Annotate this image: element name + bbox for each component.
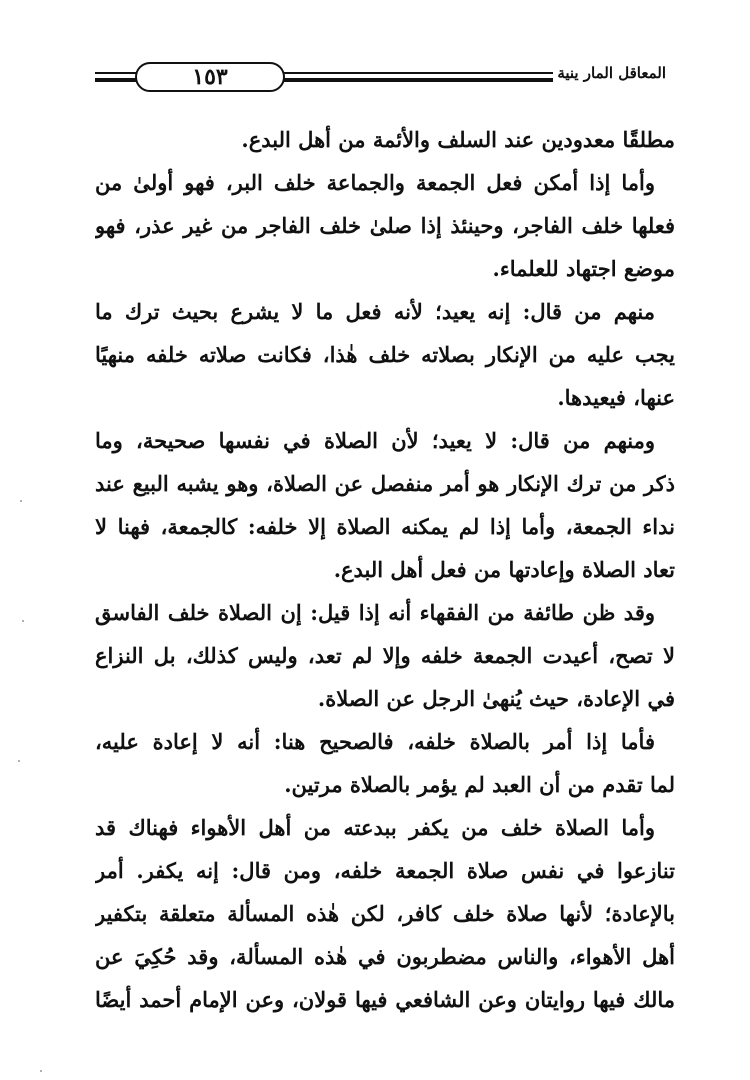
text-line: ذكر من ترك الإنكار هو أمر منفصل عن الصلاة، وهو يشبه البيع عند — [95, 471, 675, 496]
text-line: نداء الجمعة، وأما إذا لم يمكنه الصلاة إلا خلفه: كالجمعة، فهنا لا — [95, 514, 675, 539]
text-line: وأما الصلاة خلف من يكفر ببدعته من أهل الأهواء فهناك قد — [95, 815, 655, 840]
text-line: تنازعوا في نفس صلاة الجمعة خلفه، ومن قال: إنه يكفر. أمر — [95, 858, 675, 883]
text-line: في الإعادة، حيث يُنهىٰ الرجل عن الصلاة. — [317, 686, 675, 711]
text-line: ومنهم من قال: لا يعيد؛ لأن الصلاة في نفسها صحيحة، وما — [95, 428, 655, 453]
text-line: مالك فيها روايتان وعن الشافعي فيها قولان، وعن الإمام أحمد أيضًا — [95, 987, 675, 1012]
text-line: أهل الأهواء، والناس مضطربون في هٰذه المسألة، وقد حُكِيَ عن — [95, 944, 675, 969]
text-line: مطلقًا معدودين عند السلف والأئمة من أهل البدع. — [241, 127, 675, 152]
text-line: وأما إذا أمكن فعل الجمعة والجماعة خلف البر، فهو أولىٰ من — [95, 170, 655, 195]
scan-speck — [18, 760, 20, 762]
body-text — [95, 118, 675, 1021]
text-line: وقد ظن طائفة من الفقهاء أنه إذا قيل: إن الصلاة خلف الفاسق — [95, 600, 655, 625]
text-line: يجب عليه من الإنكار بصلاته خلف هٰذا، فكانت صلاته خلفه منهيًا — [95, 342, 675, 367]
text-line: موضع اجتهاد للعلماء. — [492, 256, 675, 281]
text-line: بالإعادة؛ لأنها صلاة خلف كافر، لكن هٰذه المسألة متعلقة بتكفير — [95, 901, 675, 926]
text-line: فأما إذا أمر بالصلاة خلفه، فالصحيح هنا: أنه لا إعادة عليه، — [95, 729, 655, 754]
scan-speck — [20, 500, 22, 502]
text-line: عنها، فيعيدها. — [557, 385, 675, 410]
scan-speck — [22, 620, 24, 622]
running-title: المعاقل المار ينية — [553, 64, 670, 82]
text-line: فعلها خلف الفاجر، وحينئذ إذا صلىٰ خلف الفاجر من غير عذر، فهو — [95, 213, 675, 238]
text-line: منهم من قال: إنه يعيد؛ لأنه فعل ما لا يشرع بحيث ترك ما — [95, 299, 655, 324]
text-line: لا تصح، أعيدت الجمعة خلفه وإلا لم تعد، وليس كذلك، بل النزاع — [95, 643, 675, 668]
page-header — [95, 58, 670, 98]
page-number: ١٥٣ — [135, 62, 285, 92]
text-line: لما تقدم من أن العبد لم يؤمر بالصلاة مرتين. — [284, 772, 675, 797]
scan-speck — [40, 1070, 42, 1072]
text-line: تعاد الصلاة وإعادتها من فعل أهل البدع. — [333, 557, 675, 582]
